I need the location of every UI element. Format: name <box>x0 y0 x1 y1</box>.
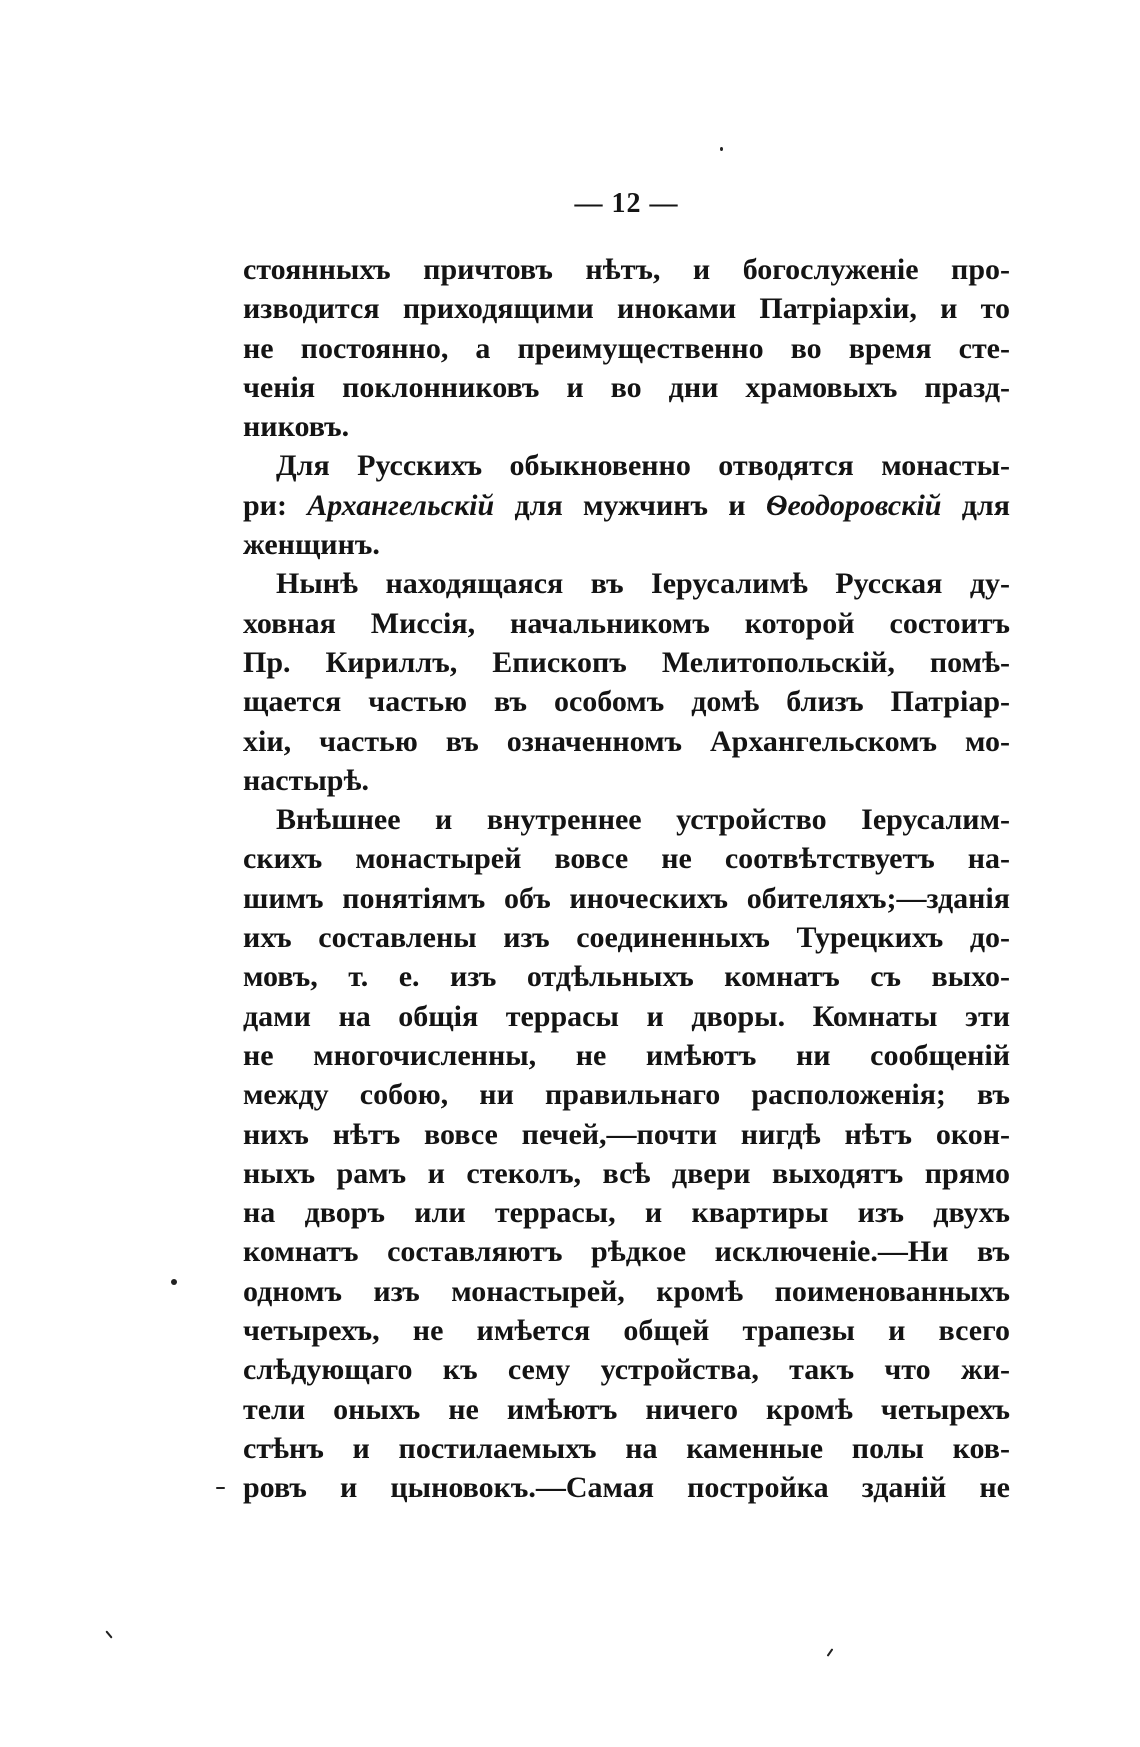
text-line: Пр. Кириллъ, Епископъ Мелитопольскій, помѣ- <box>243 645 1010 679</box>
text-line: ихъ составлены изъ соединенныхъ Турецкихъ до- <box>243 921 1010 955</box>
text-segment: ри: <box>243 488 308 522</box>
text-segment: для <box>941 488 1010 522</box>
text-segment: для мужчинъ и <box>494 488 766 522</box>
text-line: дами на общія террасы и дворы. Комнаты эти <box>243 999 1010 1033</box>
italic-name-archangelsky: Архангельскій <box>307 488 495 522</box>
text-line: ховная Миссія, начальникомъ которой состоитъ <box>243 606 1010 640</box>
text-line <box>243 486 1010 525</box>
text-line: ченія поклонниковъ и во дни храмовыхъ празд- <box>243 370 1010 404</box>
text-line: шимъ понятіямъ объ иноческихъ обителяхъ;—зданія <box>243 881 1010 915</box>
text-line: мовъ, т. е. изъ отдѣльныхъ комнатъ съ выхо- <box>243 960 1010 994</box>
text-line: ровъ и цыновокъ.—Самая постройка зданій не <box>243 1471 1010 1505</box>
text-line: Внѣшнее и внутреннее устройство Іерусалим- <box>276 803 1010 837</box>
text-line: скихъ монастырей вовсе не соотвѣтствуетъ на- <box>243 842 1010 876</box>
text-line: Для Русскихъ обыкновенно отводятся монасты- <box>276 449 1010 483</box>
paragraph <box>243 564 1010 800</box>
scan-speck <box>827 1648 834 1657</box>
text-column <box>243 250 1010 1508</box>
text-line: щается частью въ особомъ домѣ близъ Патріар- <box>243 685 1010 719</box>
text-line: не многочисленны, не имѣютъ ни сообщеній <box>243 1038 1010 1072</box>
text-line: стоянныхъ причтовъ нѣтъ, и богослуженіе про- <box>243 253 1010 286</box>
scan-speck <box>720 147 723 151</box>
text-line: Нынѣ находящаяся въ Іерусалимѣ Русская ду- <box>276 567 1010 601</box>
text-line: никовъ. <box>243 410 350 444</box>
text-line: на дворъ или террасы, и квартиры изъ двухъ <box>243 1196 1010 1230</box>
scan-speck <box>171 1279 177 1285</box>
text-line: между собою, ни правильнаго расположенія; въ <box>243 1078 1010 1112</box>
text-line: слѣдующаго къ сему устройства, такъ что жи- <box>243 1353 1010 1387</box>
paragraph <box>243 800 1010 1507</box>
italic-name-feodorovsky: Ѳеодоровскій <box>765 488 942 522</box>
text-line: хіи, частью въ означенномъ Архангельскомъ мо- <box>243 724 1010 758</box>
text-line: комнатъ составляютъ рѣдкое исключеніе.—Ни въ <box>243 1235 1010 1269</box>
text-line: одномъ изъ монастырей, кромѣ поименованныхъ <box>243 1274 1010 1308</box>
text-line: тели оныхъ не имѣютъ ничего кромѣ четырехъ <box>243 1392 1010 1426</box>
text-line: нихъ нѣтъ вовсе печей,—почти нигдѣ нѣтъ окон- <box>243 1117 1010 1151</box>
paragraph <box>243 446 1010 564</box>
text-line: изводится приходящими иноками Патріархіи, и то <box>243 292 1010 326</box>
text-line: настырѣ. <box>243 763 369 797</box>
scan-speck <box>105 1630 112 1638</box>
text-line: женщинъ. <box>243 528 380 562</box>
text-line: стѣнъ и постилаемыхъ на каменные полы ков- <box>243 1431 1010 1465</box>
text-line: четырехъ, не имѣется общей трапезы и всего <box>243 1314 1010 1348</box>
paragraph <box>243 250 1010 446</box>
page-number: — 12 — <box>574 188 679 219</box>
scan-speck <box>216 1487 225 1489</box>
text-line: не постоянно, а преимущественно во время сте- <box>243 331 1010 365</box>
text-line: ныхъ рамъ и стеколъ, всѣ двери выходятъ прямо <box>243 1156 1010 1190</box>
